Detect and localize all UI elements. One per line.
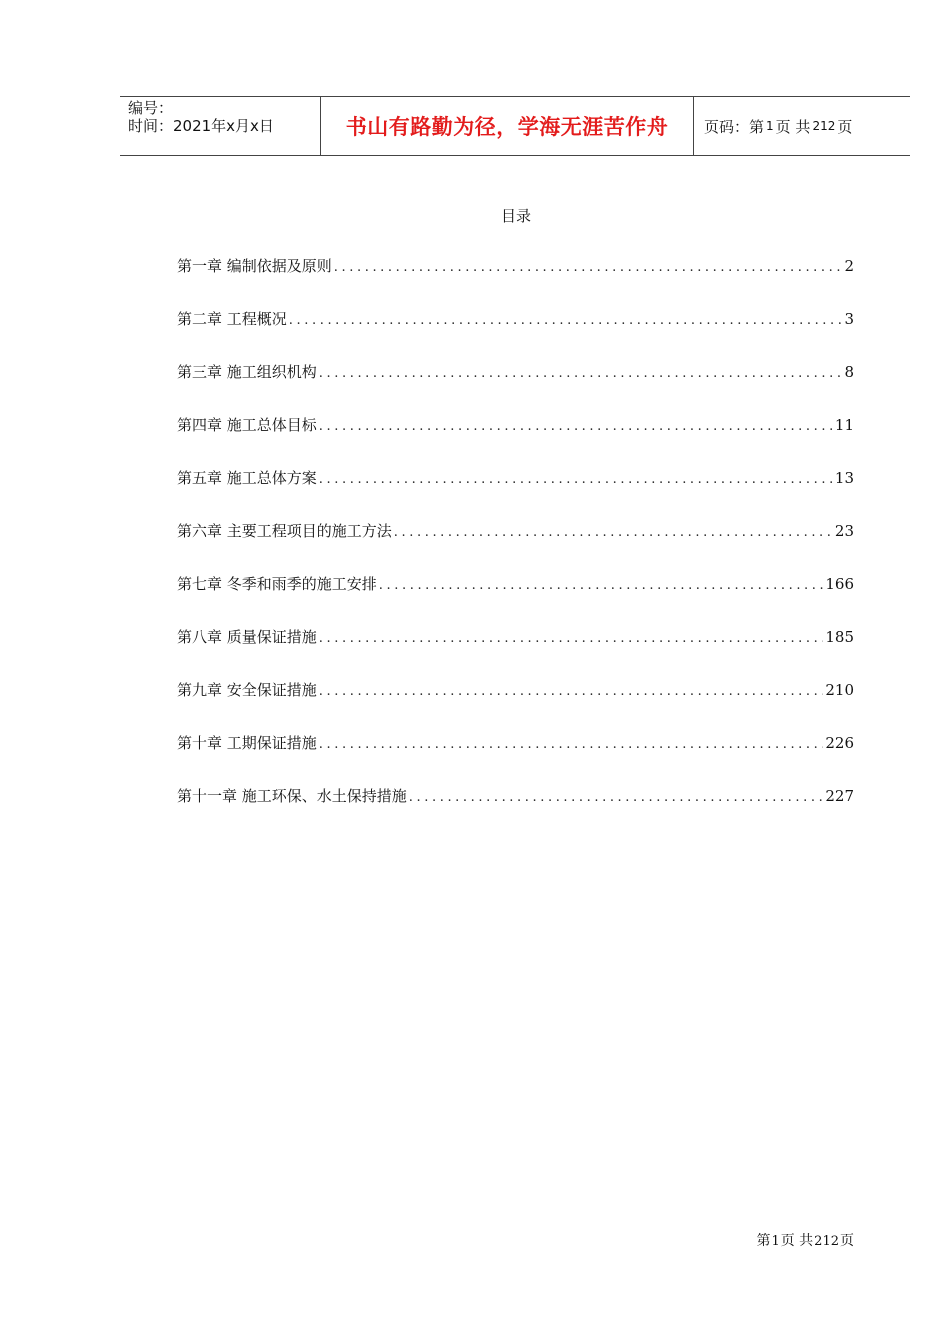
- toc-leader-dots: [319, 631, 824, 646]
- toc-leader-dots: [334, 260, 843, 275]
- footer-page-number: 1: [771, 1234, 780, 1249]
- toc-leader-dots: [319, 472, 833, 487]
- toc-entry[interactable]: [177, 255, 854, 308]
- header-page-prefix: 页码：第: [704, 117, 765, 136]
- toc-leader-dots: [319, 737, 824, 752]
- toc-entry-page: 226: [825, 734, 854, 752]
- toc-entry[interactable]: [177, 520, 854, 573]
- toc-entry[interactable]: [177, 785, 854, 838]
- toc-entry-label: 第十一章 施工环保、水土保持措施: [177, 787, 407, 805]
- toc-entry-label: 第七章 冬季和雨季的施工安排: [177, 575, 377, 593]
- page-footer: [756, 1230, 854, 1250]
- toc-entry-page: 23: [834, 522, 854, 540]
- document-header: [120, 96, 910, 156]
- header-page-suffix: 页: [837, 117, 853, 136]
- toc-entry-label: 第九章 安全保证措施: [177, 681, 317, 699]
- toc-leader-dots: [379, 578, 824, 593]
- toc-entry-page: 185: [825, 628, 854, 646]
- header-motto: 书山有路勤为径，学海无涯苦作舟: [345, 115, 669, 139]
- table-of-contents: [177, 255, 854, 838]
- toc-entry-label: 第十章 工期保证措施: [177, 734, 317, 752]
- toc-leader-dots: [319, 366, 843, 381]
- toc-entry[interactable]: [177, 732, 854, 785]
- toc-entry-label: 第六章 主要工程项目的施工方法: [177, 522, 392, 540]
- toc-entry[interactable]: [177, 626, 854, 679]
- toc-entry-page: 166: [825, 575, 854, 593]
- toc-entry[interactable]: [177, 361, 854, 414]
- toc-entry[interactable]: [177, 679, 854, 732]
- toc-entry-label: 第八章 质量保证措施: [177, 628, 317, 646]
- toc-leader-dots: [319, 419, 833, 434]
- toc-entry-page: 227: [825, 787, 854, 805]
- toc-leader-dots: [319, 684, 824, 699]
- toc-leader-dots: [289, 313, 843, 328]
- toc-entry-page: 210: [825, 681, 854, 699]
- header-meta-cell: [120, 97, 321, 155]
- toc-entry-label: 第三章 施工组织机构: [177, 363, 317, 381]
- header-motto-cell: [321, 97, 694, 155]
- document-number-label: 编号：: [128, 99, 174, 117]
- toc-entry-label: 第二章 工程概况: [177, 310, 287, 328]
- document-time-label: 时间：2021年x月x日: [128, 117, 274, 135]
- footer-page-prefix: 第: [756, 1233, 771, 1249]
- toc-entry-page: 3: [844, 310, 854, 328]
- toc-entry-label: 第一章 编制依据及原则: [177, 257, 332, 275]
- toc-leader-dots: [394, 525, 833, 540]
- toc-entry-page: 8: [844, 363, 854, 381]
- toc-leader-dots: [409, 790, 824, 805]
- toc-entry[interactable]: [177, 414, 854, 467]
- header-page-total: 212: [812, 119, 836, 133]
- toc-title: 目录: [500, 207, 531, 225]
- toc-entry-page: 2: [844, 257, 854, 275]
- footer-page-total: 212: [814, 1234, 839, 1249]
- footer-page-suffix: 页: [840, 1233, 854, 1249]
- toc-entry-page: 13: [834, 469, 854, 487]
- footer-page-mid: 页 共: [780, 1233, 814, 1249]
- toc-entry-label: 第五章 施工总体方案: [177, 469, 317, 487]
- header-page-mid: 页 共: [775, 117, 811, 136]
- toc-entry[interactable]: [177, 573, 854, 626]
- toc-entry[interactable]: [177, 308, 854, 361]
- toc-entry-page: 11: [834, 416, 854, 434]
- toc-entry[interactable]: [177, 467, 854, 520]
- toc-entry-label: 第四章 施工总体目标: [177, 416, 317, 434]
- header-page-cell: [694, 97, 910, 155]
- header-page-number: 1: [766, 119, 774, 133]
